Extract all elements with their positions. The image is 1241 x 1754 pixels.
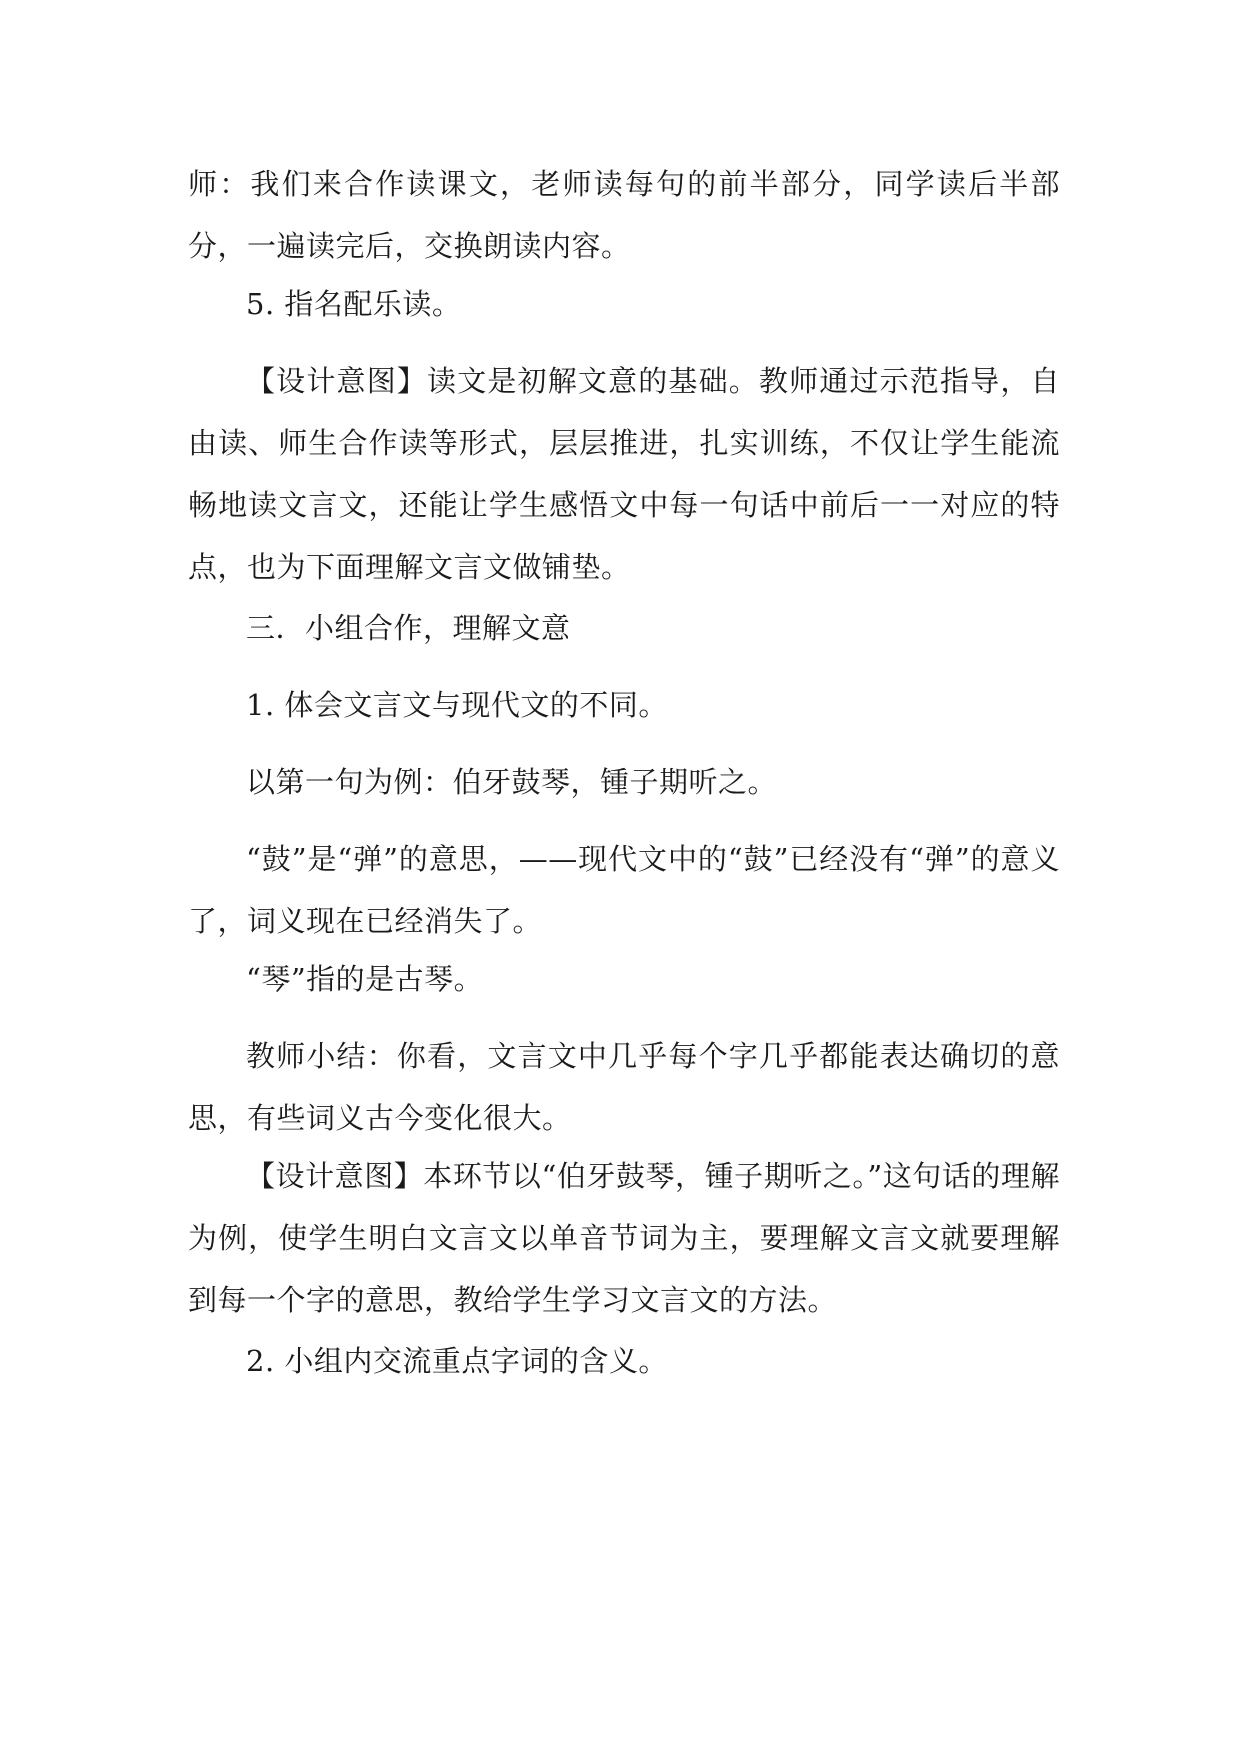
section-heading-3: 三．小组合作，理解文意 [246, 611, 571, 645]
paragraph-teacher-summary: 教师小结：你看，文言文中几乎每个字几乎都能表达确切的意思，有些词义古今变化很大。 [188, 1039, 1060, 1135]
paragraph-step-5: 5. 指名配乐读。 [246, 287, 462, 321]
paragraph-step-1: 1. 体会文言文与现代文的不同。 [246, 688, 668, 722]
paragraph-teacher-reading: 师：我们来合作读课文，老师读每句的前半部分，同学读后半部分，一遍读完后，交换朗读内容。 [188, 167, 1060, 263]
paragraph-gu-meaning: “鼓”是“弹”的意思，——现代文中的“鼓”已经没有“弹”的意义了，词义现在已经消失了。 [188, 842, 1060, 938]
paragraph-step-2: 2. 小组内交流重点字词的含义。 [246, 1344, 668, 1378]
paragraph-qin-meaning: “琴”指的是古琴。 [246, 962, 484, 996]
paragraph-example-sentence: 以第一句为例：伯牙鼓琴，锺子期听之。 [246, 765, 778, 799]
paragraph-design-intent-2: 【设计意图】本环节以“伯牙鼓琴，锺子期听之。”这句话的理解为例，使学生明白文言文以单音节词为主，要理解文言文就要理解到每一个字的意思，教给学生学习文言文的方法。 [188, 1159, 1060, 1317]
paragraph-design-intent-1: 【设计意图】读文是初解文意的基础。教师通过示范指导，自由读、师生合作读等形式，层层推进，扎实训练，不仅让学生能流畅地读文言文，还能让学生感悟文中每一句话中前后一一对应的特点，也为下面理解文言文做铺垫。 [188, 364, 1060, 584]
